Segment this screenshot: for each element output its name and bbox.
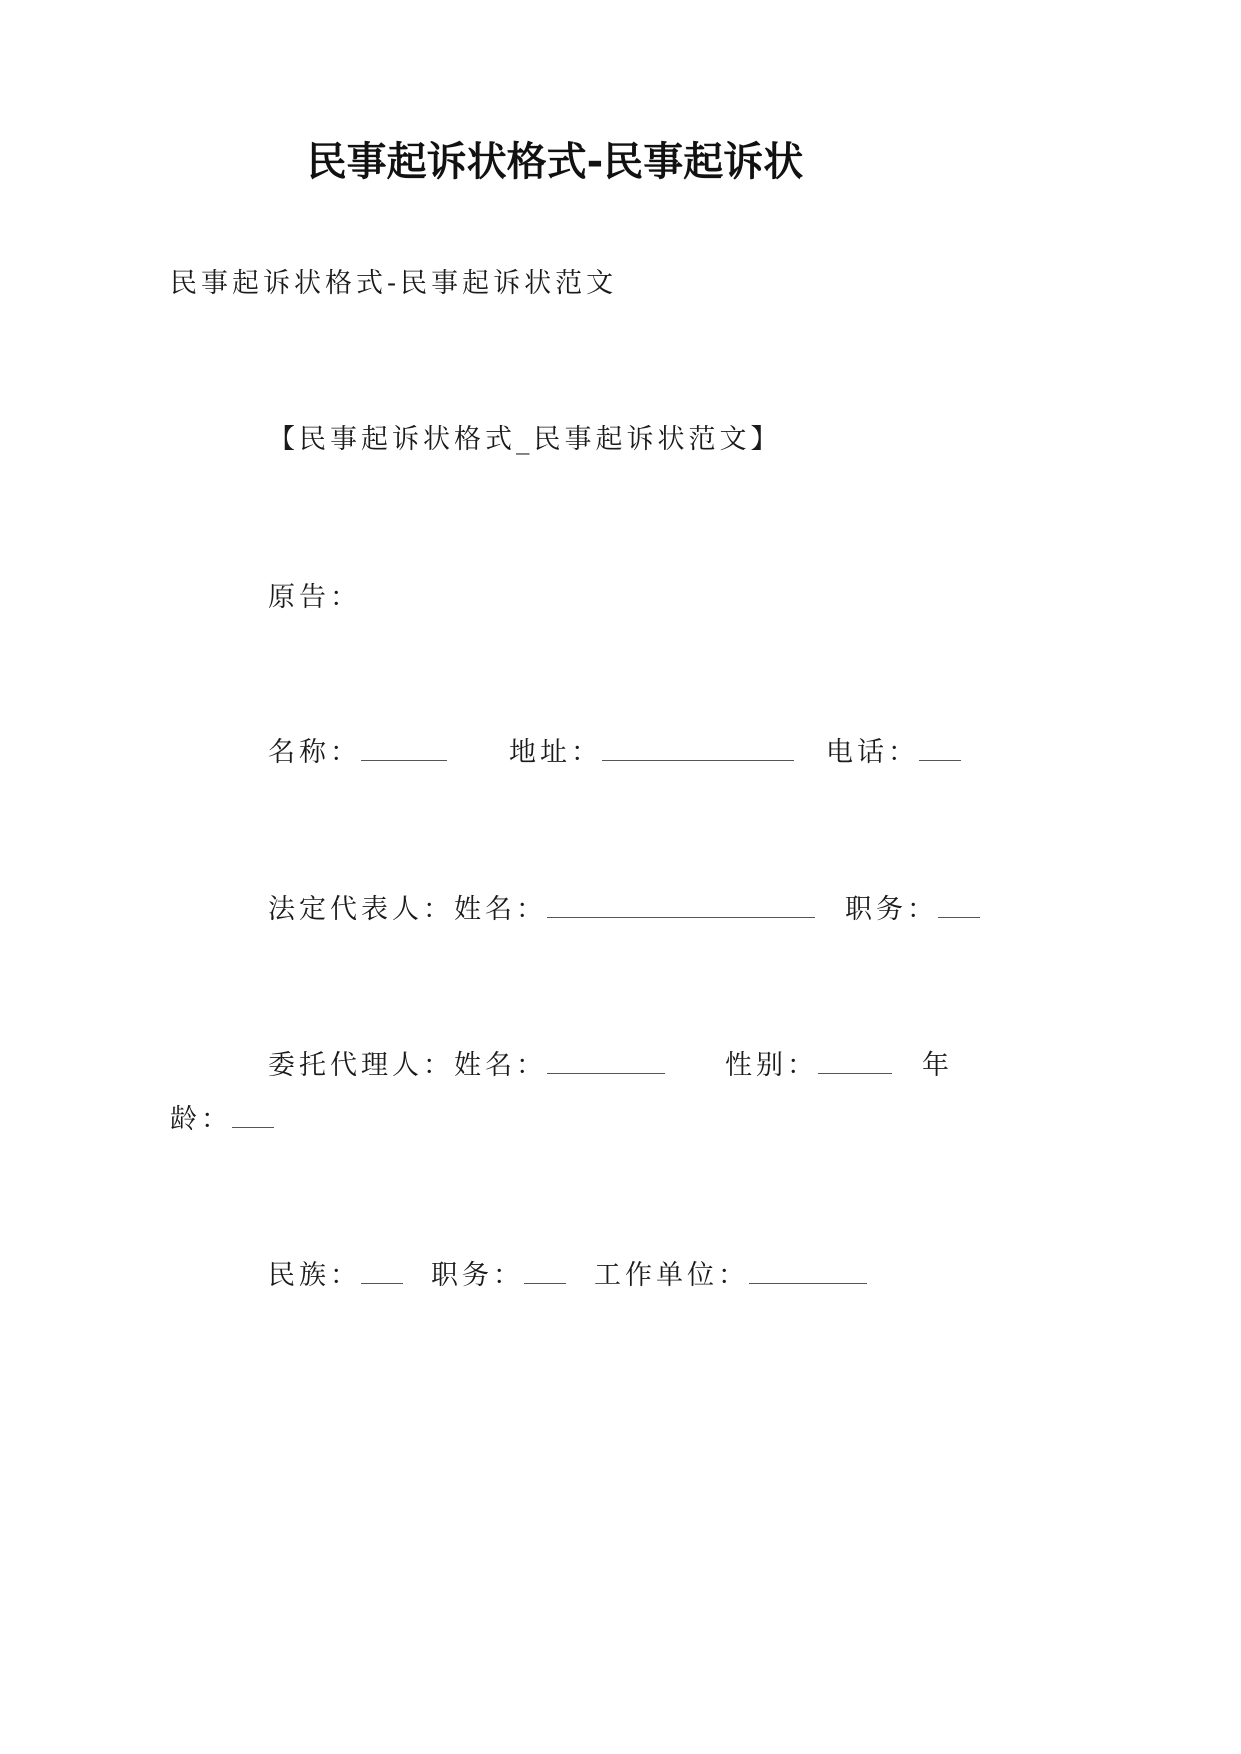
- name-blank[interactable]: [361, 736, 447, 761]
- workplace-blank[interactable]: [749, 1259, 867, 1284]
- agent-name-blank[interactable]: [547, 1049, 665, 1074]
- row-name-address-phone: [268, 733, 961, 773]
- ethnicity-label: 民族：: [268, 1260, 361, 1291]
- document-title: 民事起诉状格式-民事起诉状: [306, 139, 804, 185]
- agent-label: 委托代理人：姓名：: [268, 1050, 547, 1081]
- row-legal-representative: [268, 890, 980, 930]
- legal-rep-name-blank[interactable]: [547, 893, 815, 918]
- position-label: 职务：: [431, 1260, 524, 1291]
- agent-gender-label: 性别：: [725, 1050, 818, 1081]
- agent-age-label-part1: 年: [922, 1050, 953, 1081]
- bracket-heading: 【民事起诉状格式_民事起诉状范文】: [268, 424, 782, 455]
- legal-rep-label: 法定代表人：姓名：: [268, 894, 547, 925]
- phone-blank[interactable]: [919, 736, 961, 761]
- phone-label: 电话：: [826, 737, 919, 768]
- name-label: 名称：: [268, 737, 361, 768]
- row-ethnicity: [268, 1256, 867, 1296]
- ethnicity-blank[interactable]: [361, 1259, 403, 1284]
- position-blank[interactable]: [524, 1259, 566, 1284]
- legal-rep-position-blank[interactable]: [938, 893, 980, 918]
- address-blank[interactable]: [602, 736, 794, 761]
- row-agent-continued: [170, 1100, 274, 1140]
- document-subtitle: 民事起诉状格式-民事起诉状范文: [170, 268, 618, 299]
- row-agent: [268, 1046, 953, 1086]
- legal-rep-position-label: 职务：: [845, 894, 938, 925]
- plaintiff-label: 原告：: [268, 582, 361, 613]
- agent-age-blank[interactable]: [232, 1103, 274, 1128]
- workplace-label: 工作单位：: [594, 1260, 749, 1291]
- agent-gender-blank[interactable]: [818, 1049, 892, 1074]
- address-label: 地址：: [509, 737, 602, 768]
- agent-age-label-part2: 龄：: [170, 1104, 232, 1135]
